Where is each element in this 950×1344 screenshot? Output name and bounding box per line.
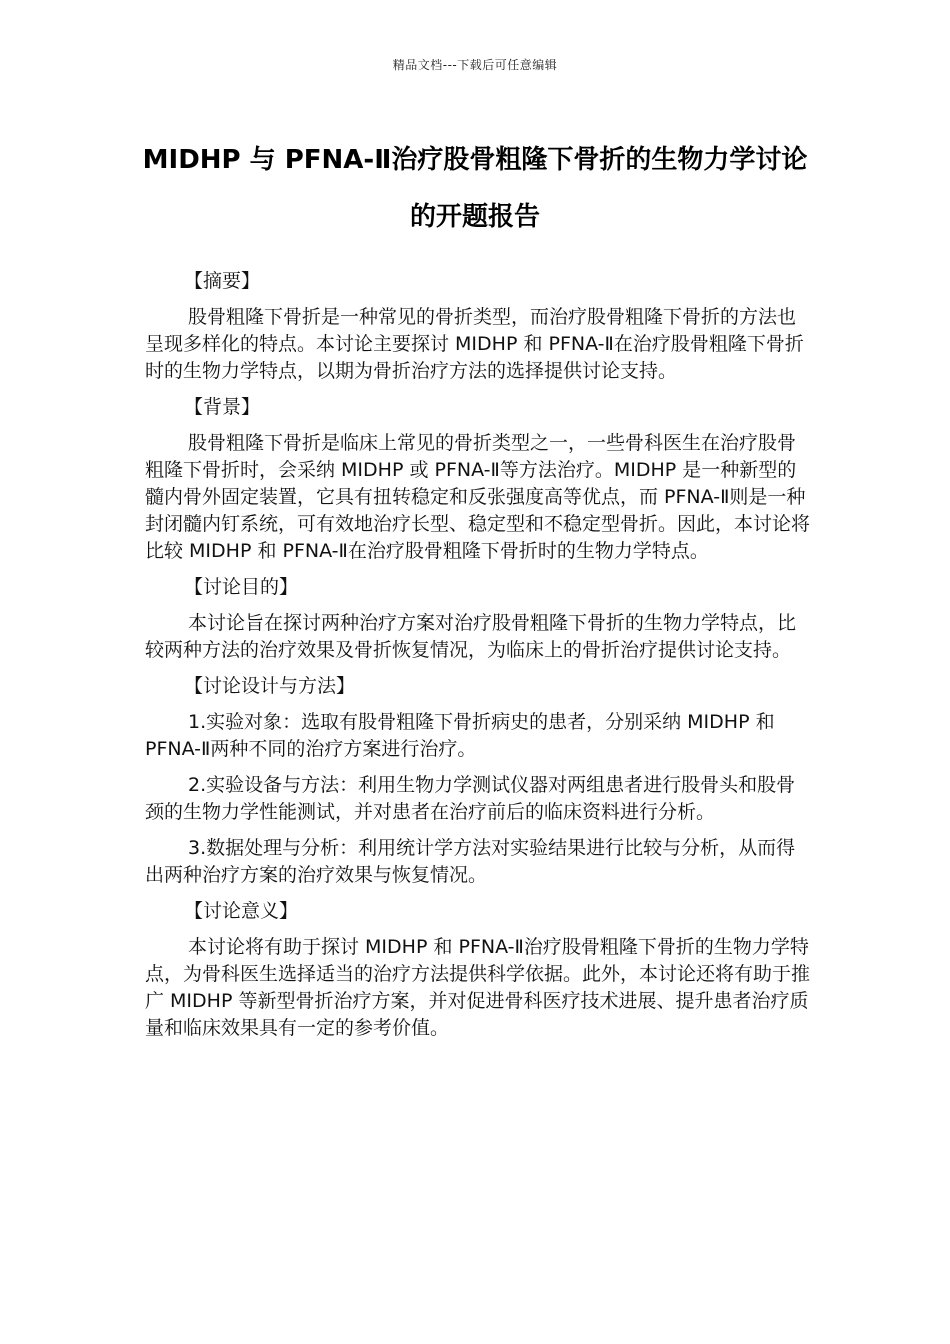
design-item-equipment: 2.实验设备与方法：利用生物力学测试仪器对两组患者进行股骨头和股骨颈的生物力学性能测试，并对患者在治疗前后的临床资料进行分析。 — [145, 774, 796, 823]
background-section — [145, 394, 810, 565]
abstract-heading: 【摘要】 — [184, 270, 261, 292]
background-paragraph: 股骨粗隆下骨折是临床上常见的骨折类型之一，一些骨科医生在治疗股骨粗隆下骨折时，会采纳 MIDHP 或 PFNA-Ⅱ等方法治疗。MIDHP 是一种新型的髓内骨外固定装置，它具有扭转稳定和反张强度高等优点，而 PFNA-Ⅱ则是一种封闭髓内钉系统，可有效地治疗长型、稳定型和不稳定型骨折。因此，本讨论将比较 MIDHP 和 PFNA-Ⅱ在治疗股骨粗隆下骨折时的生物力学特点。 — [145, 432, 811, 562]
purpose-section — [145, 574, 810, 664]
design-section — [145, 673, 810, 889]
design-item-subjects: 1.实验对象：选取有股骨粗隆下骨折病史的患者，分别采纳 MIDHP 和 PFNA-Ⅱ两种不同的治疗方案进行治疗。 — [145, 711, 775, 760]
significance-heading: 【讨论意义】 — [184, 900, 299, 922]
purpose-heading: 【讨论目的】 — [184, 576, 299, 598]
significance-paragraph: 本讨论将有助于探讨 MIDHP 和 PFNA-Ⅱ治疗股骨粗隆下骨折的生物力学特点，为骨科医生选择适当的治疗方法提供科学依据。此外，本讨论还将有助于推广 MIDHP 等新型骨折治疗方案，并对促进骨科医疗技术进展、提升患者治疗质量和临床效果具有一定的参考价值。 — [145, 936, 811, 1039]
design-heading: 【讨论设计与方法】 — [184, 675, 356, 697]
purpose-paragraph: 本讨论旨在探讨两种治疗方案对治疗股骨粗隆下骨折的生物力学特点，比较两种方法的治疗效果及骨折恢复情况，为临床上的骨折治疗提供讨论支持。 — [145, 612, 797, 661]
document-title: MIDHP 与 PFNA-Ⅱ治疗股骨粗隆下骨折的生物力学讨论的开题报告 — [142, 145, 808, 232]
document-body — [145, 268, 810, 1051]
abstract-paragraph: 股骨粗隆下骨折是一种常见的骨折类型，而治疗股骨粗隆下骨折的方法也呈现多样化的特点。本讨论主要探讨 MIDHP 和 PFNA-Ⅱ在治疗股骨粗隆下骨折时的生物力学特点，以期为骨折治疗方法的选择提供讨论支持。 — [145, 306, 804, 382]
significance-section — [145, 898, 810, 1042]
abstract-section — [145, 268, 810, 385]
background-heading: 【背景】 — [184, 396, 261, 418]
design-item-analysis: 3.数据处理与分析：利用统计学方法对实验结果进行比较与分析，从而得出两种治疗方案的治疗效果与恢复情况。 — [145, 837, 796, 886]
page-header-note: 精品文档---下载后可任意编辑 — [392, 58, 558, 72]
